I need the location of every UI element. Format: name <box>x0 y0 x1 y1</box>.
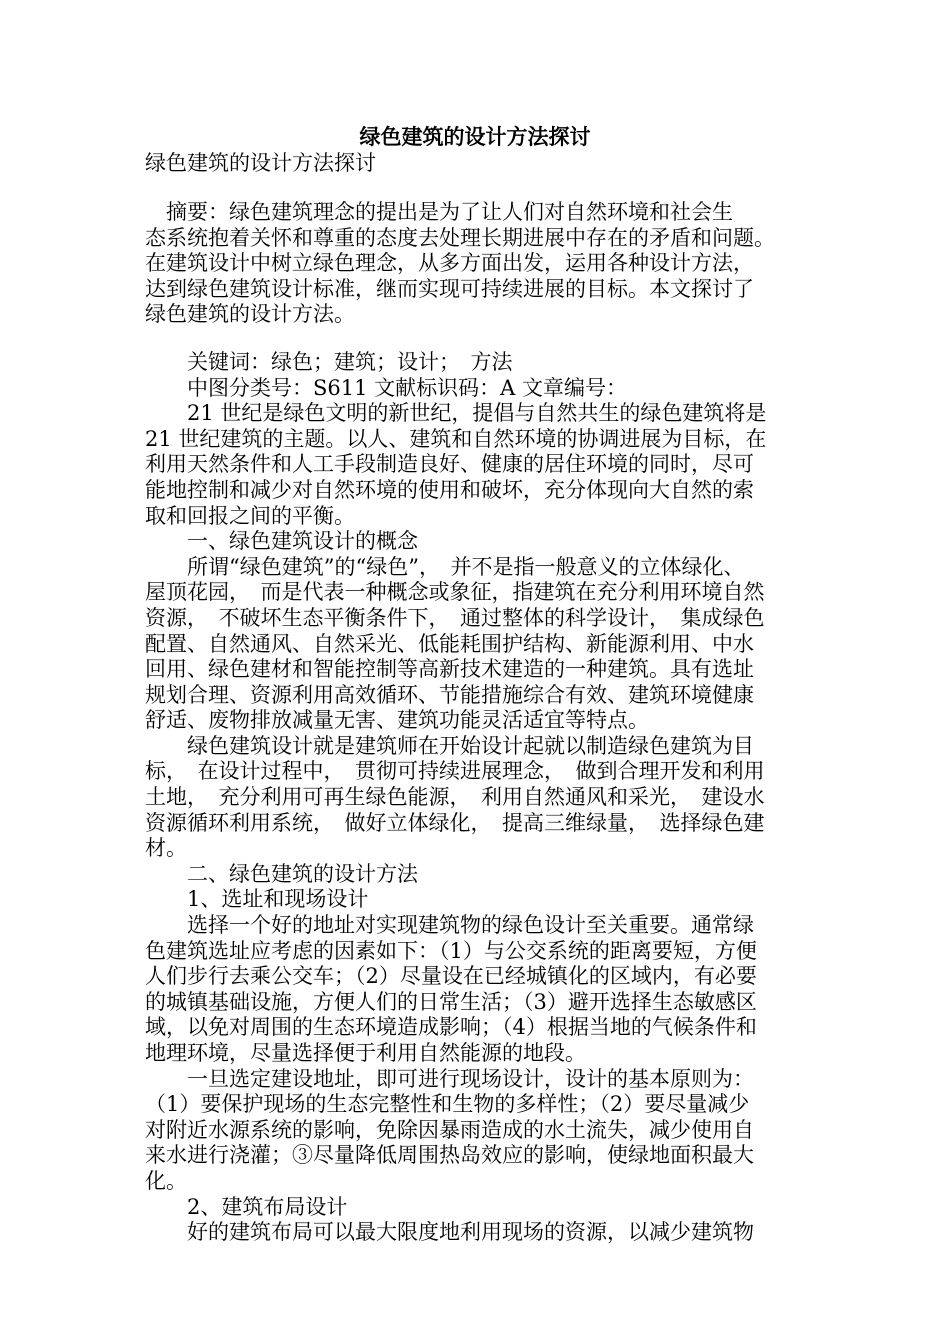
text-line: （1）要保护现场的生态完整性和生物的多样性；（2）要尽量减少 <box>145 1092 750 1117</box>
text-line: 好的建筑布局可以最大限度地利用现场的资源，以减少建筑物 <box>145 1220 754 1245</box>
text-line: 屋顶花园， 而是代表一种概念或象征，指建筑在充分利用环境自然 <box>145 580 765 605</box>
text-line: 利用天然条件和人工手段制造良好、健康的居住环境的同时，尽可 <box>145 452 754 477</box>
text-line: 取和回报之间的平衡。 <box>145 503 355 528</box>
abstract-line: 摘要：绿色建筑理念的提出是为了让人们对自然环境和社会生 <box>145 200 733 224</box>
text-line: 域，以免对周围的生态环境造成影响；（4）根据当地的气候条件和 <box>145 1015 757 1040</box>
section-heading: 一、绿色建筑设计的概念 <box>145 529 418 554</box>
text-line: 土地， 充分利用可再生绿色能源， 利用自然通风和采光， 建设水 <box>145 785 765 810</box>
text-line: 化。 <box>145 1168 187 1193</box>
abstract-line: 态系统抱着关怀和尊重的态度去处理长期进展中存在的矛盾和问题。 <box>145 225 775 250</box>
document-title: 绿色建筑的设计方法探讨 <box>359 124 591 149</box>
abstract-paragraph <box>145 200 815 328</box>
text-line: 资源， 不破坏生态平衡条件下， 通过整体的科学设计， 集成绿色 <box>145 605 765 630</box>
text-line: 地理环境，尽量选择便于利用自然能源的地段。 <box>145 1041 586 1065</box>
document-subtitle: 绿色建筑的设计方法探讨 <box>145 151 376 175</box>
text-line: 的城镇基础设施，方便人们的日常生活；（3）避开选择生态敏感区 <box>145 989 757 1014</box>
abstract-line: 绿色建筑的设计方法。 <box>145 302 355 327</box>
keywords-line: 关键词：绿色；建筑；设计； 方法 <box>145 349 513 374</box>
abstract-line: 达到绿色建筑设计标准，继而实现可持续进展的目标。本文探讨了 <box>145 276 754 301</box>
text-line: 人们步行去乘公交车；（2）尽量设在已经城镇化的区域内，有必要 <box>145 964 757 989</box>
text-line: 21 世纪是绿色文明的新世纪，提倡与自然共生的绿色建筑将是 <box>145 401 767 426</box>
keywords-block <box>145 350 815 401</box>
text-line: 21 世纪建筑的主题。以人、建筑和自然环境的协调进展为目标，在 <box>145 426 767 451</box>
text-line: 色建筑选址应考虑的因素如下：（1）与公交系统的距离要短，方便 <box>145 938 757 963</box>
document-body <box>145 200 815 1246</box>
section-heading: 二、绿色建筑的设计方法 <box>145 861 418 886</box>
text-line: 对附近水源系统的影响，免除因暴雨造成的水土流失，减少使用自 <box>145 1117 754 1142</box>
text-line: 配置、自然通风、自然采光、低能耗围护结构、新能源利用、中水 <box>145 631 754 656</box>
main-text <box>145 401 815 1246</box>
text-line: 能地控制和减少对自然环境的使用和破坏，充分体现向大自然的索 <box>145 477 754 502</box>
abstract-line: 在建筑设计中树立绿色理念，从多方面出发，运用各种设计方法， <box>145 251 754 276</box>
text-line: 资源循环利用系统， 做好立体绿化， 提高三维绿量， 选择绿色建 <box>145 810 765 835</box>
text-line: 绿色建筑设计就是建筑师在开始设计起就以制造绿色建筑为目 <box>145 733 754 758</box>
subsection-heading: 2、建筑布局设计 <box>145 1194 348 1219</box>
text-line: 所谓“绿色建筑”的“绿色”， 并不是指一般意义的立体绿化、 <box>145 554 745 579</box>
text-line: 一旦选定建设地址，即可进行现场设计，设计的基本原则为： <box>145 1066 754 1091</box>
text-line: 舒适、废物排放减量无害、建筑功能灵活适宜等特点。 <box>145 708 649 733</box>
text-line: 规划合理、资源利用高效循环、节能措施综合有效、建筑环境健康 <box>145 682 754 707</box>
text-line: 标， 在设计过程中， 贯彻可持续进展理念， 做到合理开发和利用 <box>145 759 765 784</box>
text-line: 选择一个好的地址对实现建筑物的绿色设计至关重要。通常绿 <box>145 913 754 938</box>
text-line: 回用、绿色建材和智能控制等高新技术建造的一种建筑。具有选址 <box>145 657 754 682</box>
text-line: 来水进行浇灌；③尽量降低周围热岛效应的影响，使绿地面积最大 <box>145 1143 754 1168</box>
classification-line: 中图分类号：S611 文献标识码：A 文章编号： <box>145 375 627 400</box>
subsection-heading: 1、选址和现场设计 <box>145 887 369 912</box>
text-line: 材。 <box>145 836 187 861</box>
